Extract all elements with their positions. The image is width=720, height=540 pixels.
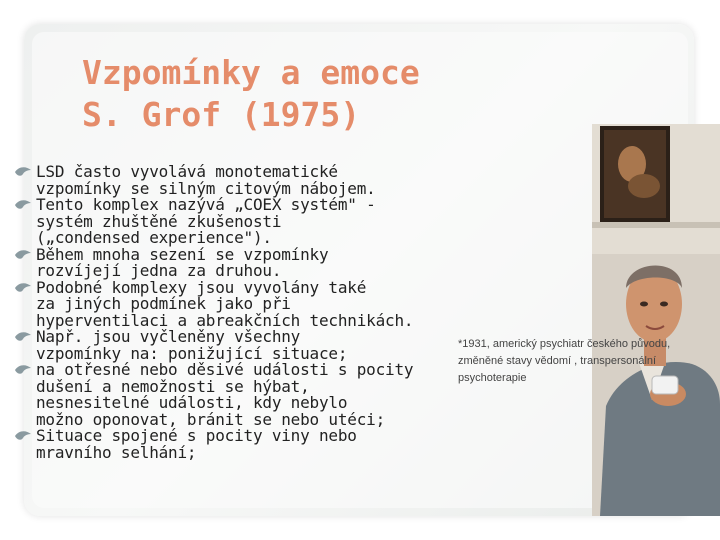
bullet-line: Tento komplex nazývá „COEX systém" - bbox=[36, 195, 376, 214]
leaf-bullet-icon bbox=[14, 198, 32, 212]
caption-line-1: *1931, americký psychiatr českého původu, bbox=[458, 338, 671, 350]
leaf-bullet-icon bbox=[14, 363, 32, 377]
bullet-line: Během mnoha sezení se vzpomínky bbox=[36, 244, 329, 264]
bullet-line: na otřesné nebo děsivé události s pocity bbox=[36, 360, 414, 379]
bullet-line: Situace spojené s pocity viny nebo bbox=[36, 426, 357, 445]
bullet-line: za jiných podmínek jako při bbox=[36, 294, 291, 313]
caption-line-2: změněné stavy vědomí , transpersonální bbox=[458, 355, 657, 367]
bullet-line: nesnesitelné události, kdy nebylo bbox=[36, 393, 348, 412]
bullet-line: vzpomínky na: ponižující situace; bbox=[36, 343, 348, 363]
leaf-bullet-icon bbox=[14, 281, 32, 295]
leaf-bullet-icon bbox=[14, 165, 32, 179]
bullet-line: („condensed experience"). bbox=[36, 228, 272, 247]
bullet-item-3 bbox=[14, 244, 444, 280]
bullet-item-2 bbox=[14, 197, 444, 247]
bullet-line: Podobné komplexy jsou vyvolány také bbox=[36, 277, 367, 297]
photo-caption bbox=[458, 336, 670, 387]
portrait-photo bbox=[592, 124, 720, 516]
portrait-image bbox=[592, 124, 720, 516]
bullet-line: dušení a nemožnosti se hýbat, bbox=[36, 376, 310, 396]
bullet-item-6 bbox=[14, 362, 444, 428]
leaf-bullet-icon bbox=[14, 429, 32, 443]
title-line-1: Vzpomínky a emoce bbox=[82, 53, 420, 92]
bullet-line: rozvíjejí jedna za druhou. bbox=[36, 261, 282, 280]
bullet-line: možno oponovat, bránit se nebo utéci; bbox=[36, 409, 386, 429]
bullet-line: Např. jsou vyčleněny všechny bbox=[36, 327, 301, 346]
title-line-2: S. Grof (1975) bbox=[82, 95, 361, 134]
bullet-line: hyperventilaci a abreakčních technikách. bbox=[36, 310, 414, 330]
leaf-bullet-icon bbox=[14, 330, 32, 344]
bullet-list bbox=[14, 164, 444, 461]
bullet-item-7 bbox=[14, 428, 444, 461]
leaf-bullet-icon bbox=[14, 248, 32, 262]
bullet-item-5 bbox=[14, 329, 444, 362]
bullet-line: vzpomínky se silným citovým nábojem. bbox=[36, 178, 376, 198]
bullet-line: systém zhuštěné zkušenosti bbox=[36, 211, 282, 231]
bullet-item-4 bbox=[14, 277, 444, 330]
caption-line-3: psychoterapie bbox=[458, 372, 527, 384]
bullet-line: mravního selhání; bbox=[36, 442, 197, 462]
bullet-line: LSD často vyvolává monotematické bbox=[36, 162, 338, 181]
slide-title bbox=[82, 52, 420, 136]
bullet-item-1 bbox=[14, 164, 444, 197]
